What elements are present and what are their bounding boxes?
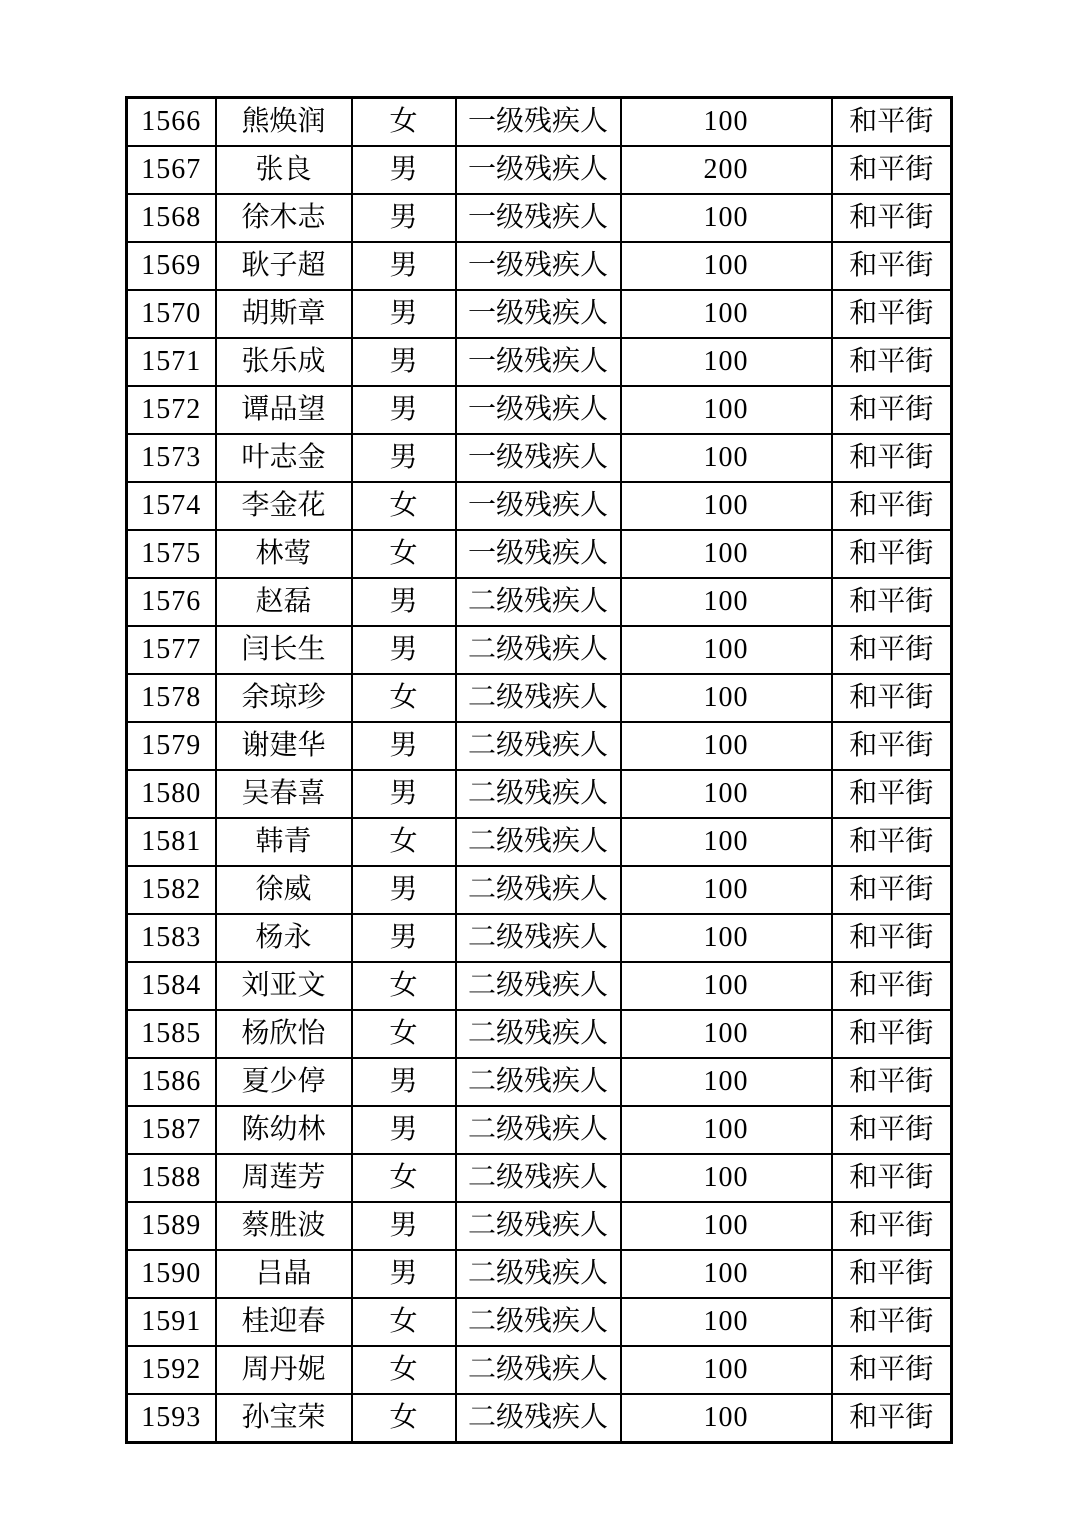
cell-number: 1589: [127, 1202, 216, 1250]
table-row: [127, 770, 952, 818]
table-row: [127, 1394, 952, 1443]
cell-gender: 女: [352, 1346, 456, 1394]
cell-category: 二级残疾人: [456, 1250, 621, 1298]
cell-name: 蔡胜波: [216, 1202, 352, 1250]
cell-gender: 男: [352, 1202, 456, 1250]
cell-amount: 100: [621, 386, 832, 434]
cell-amount: 100: [621, 626, 832, 674]
cell-category: 二级残疾人: [456, 1394, 621, 1443]
cell-category: 二级残疾人: [456, 914, 621, 962]
cell-category: 一级残疾人: [456, 386, 621, 434]
cell-amount: 100: [621, 962, 832, 1010]
cell-amount: 100: [621, 98, 832, 147]
cell-gender: 女: [352, 98, 456, 147]
cell-street: 和平街: [832, 818, 952, 866]
cell-name: 刘亚文: [216, 962, 352, 1010]
cell-street: 和平街: [832, 98, 952, 147]
cell-number: 1591: [127, 1298, 216, 1346]
table-row: [127, 674, 952, 722]
cell-name: 张良: [216, 146, 352, 194]
cell-number: 1579: [127, 722, 216, 770]
table-row: [127, 866, 952, 914]
cell-name: 余琼珍: [216, 674, 352, 722]
cell-category: 二级残疾人: [456, 722, 621, 770]
cell-number: 1583: [127, 914, 216, 962]
cell-category: 二级残疾人: [456, 1106, 621, 1154]
cell-category: 二级残疾人: [456, 1154, 621, 1202]
cell-name: 李金花: [216, 482, 352, 530]
cell-name: 闫长生: [216, 626, 352, 674]
cell-category: 二级残疾人: [456, 674, 621, 722]
table-row: [127, 98, 952, 147]
cell-number: 1567: [127, 146, 216, 194]
cell-name: 孙宝荣: [216, 1394, 352, 1443]
cell-amount: 100: [621, 194, 832, 242]
cell-name: 杨永: [216, 914, 352, 962]
cell-number: 1574: [127, 482, 216, 530]
cell-category: 一级残疾人: [456, 530, 621, 578]
cell-gender: 女: [352, 1394, 456, 1443]
cell-category: 二级残疾人: [456, 770, 621, 818]
cell-amount: 100: [621, 1346, 832, 1394]
table-row: [127, 818, 952, 866]
table-row: [127, 482, 952, 530]
cell-category: 二级残疾人: [456, 1010, 621, 1058]
cell-gender: 男: [352, 242, 456, 290]
cell-street: 和平街: [832, 386, 952, 434]
cell-gender: 男: [352, 914, 456, 962]
cell-number: 1571: [127, 338, 216, 386]
table-row: [127, 626, 952, 674]
cell-number: 1576: [127, 578, 216, 626]
cell-name: 杨欣怡: [216, 1010, 352, 1058]
cell-category: 一级残疾人: [456, 98, 621, 147]
table-row: [127, 578, 952, 626]
cell-category: 一级残疾人: [456, 482, 621, 530]
cell-street: 和平街: [832, 722, 952, 770]
cell-name: 胡斯章: [216, 290, 352, 338]
table-row: [127, 722, 952, 770]
cell-street: 和平街: [832, 914, 952, 962]
cell-amount: 100: [621, 914, 832, 962]
cell-name: 林莺: [216, 530, 352, 578]
cell-category: 一级残疾人: [456, 146, 621, 194]
cell-street: 和平街: [832, 482, 952, 530]
cell-name: 赵磊: [216, 578, 352, 626]
cell-amount: 100: [621, 770, 832, 818]
cell-category: 二级残疾人: [456, 1298, 621, 1346]
cell-amount: 100: [621, 242, 832, 290]
cell-gender: 女: [352, 962, 456, 1010]
cell-amount: 100: [621, 482, 832, 530]
cell-amount: 100: [621, 1394, 832, 1443]
cell-name: 周莲芳: [216, 1154, 352, 1202]
cell-gender: 女: [352, 1010, 456, 1058]
cell-street: 和平街: [832, 770, 952, 818]
table-row: [127, 434, 952, 482]
cell-category: 二级残疾人: [456, 578, 621, 626]
cell-amount: 100: [621, 1298, 832, 1346]
cell-street: 和平街: [832, 1058, 952, 1106]
cell-gender: 女: [352, 1298, 456, 1346]
cell-amount: 100: [621, 866, 832, 914]
cell-number: 1581: [127, 818, 216, 866]
cell-name: 夏少停: [216, 1058, 352, 1106]
table-row: [127, 1298, 952, 1346]
cell-street: 和平街: [832, 962, 952, 1010]
cell-street: 和平街: [832, 866, 952, 914]
cell-amount: 100: [621, 818, 832, 866]
cell-gender: 女: [352, 1154, 456, 1202]
cell-category: 一级残疾人: [456, 338, 621, 386]
cell-number: 1573: [127, 434, 216, 482]
table-row: [127, 1010, 952, 1058]
cell-name: 吕晶: [216, 1250, 352, 1298]
cell-number: 1578: [127, 674, 216, 722]
table-row: [127, 194, 952, 242]
cell-street: 和平街: [832, 434, 952, 482]
cell-gender: 男: [352, 194, 456, 242]
cell-number: 1568: [127, 194, 216, 242]
cell-number: 1590: [127, 1250, 216, 1298]
cell-name: 谢建华: [216, 722, 352, 770]
cell-category: 一级残疾人: [456, 290, 621, 338]
subsidy-table: [125, 96, 953, 1444]
cell-number: 1587: [127, 1106, 216, 1154]
cell-gender: 男: [352, 626, 456, 674]
cell-category: 二级残疾人: [456, 866, 621, 914]
cell-category: 二级残疾人: [456, 1202, 621, 1250]
cell-number: 1584: [127, 962, 216, 1010]
cell-number: 1577: [127, 626, 216, 674]
table-row: [127, 290, 952, 338]
table-row: [127, 1346, 952, 1394]
cell-gender: 女: [352, 674, 456, 722]
cell-amount: 100: [621, 290, 832, 338]
cell-street: 和平街: [832, 1250, 952, 1298]
cell-name: 叶志金: [216, 434, 352, 482]
cell-gender: 男: [352, 434, 456, 482]
cell-street: 和平街: [832, 674, 952, 722]
cell-number: 1566: [127, 98, 216, 147]
cell-amount: 100: [621, 674, 832, 722]
cell-street: 和平街: [832, 578, 952, 626]
cell-gender: 男: [352, 1106, 456, 1154]
cell-category: 二级残疾人: [456, 1058, 621, 1106]
cell-street: 和平街: [832, 1394, 952, 1443]
cell-amount: 100: [621, 578, 832, 626]
cell-street: 和平街: [832, 194, 952, 242]
cell-gender: 男: [352, 722, 456, 770]
cell-street: 和平街: [832, 1202, 952, 1250]
table-body: [127, 98, 952, 1443]
cell-gender: 男: [352, 866, 456, 914]
cell-name: 耿子超: [216, 242, 352, 290]
cell-name: 吴春喜: [216, 770, 352, 818]
table-row: [127, 1058, 952, 1106]
cell-gender: 男: [352, 386, 456, 434]
cell-street: 和平街: [832, 146, 952, 194]
table-row: [127, 530, 952, 578]
cell-street: 和平街: [832, 290, 952, 338]
cell-amount: 100: [621, 1010, 832, 1058]
cell-street: 和平街: [832, 242, 952, 290]
cell-gender: 男: [352, 338, 456, 386]
cell-amount: 100: [621, 1250, 832, 1298]
cell-amount: 100: [621, 434, 832, 482]
cell-name: 谭品望: [216, 386, 352, 434]
cell-amount: 100: [621, 1202, 832, 1250]
cell-number: 1575: [127, 530, 216, 578]
table-row: [127, 914, 952, 962]
table-row: [127, 1106, 952, 1154]
cell-category: 二级残疾人: [456, 1346, 621, 1394]
cell-name: 徐木志: [216, 194, 352, 242]
cell-street: 和平街: [832, 1010, 952, 1058]
cell-name: 陈幼林: [216, 1106, 352, 1154]
cell-gender: 男: [352, 770, 456, 818]
cell-gender: 男: [352, 290, 456, 338]
cell-number: 1593: [127, 1394, 216, 1443]
cell-number: 1572: [127, 386, 216, 434]
table-row: [127, 146, 952, 194]
table-row: [127, 386, 952, 434]
table-row: [127, 962, 952, 1010]
table-row: [127, 1202, 952, 1250]
table-row: [127, 242, 952, 290]
table-row: [127, 1154, 952, 1202]
cell-amount: 200: [621, 146, 832, 194]
cell-category: 二级残疾人: [456, 626, 621, 674]
cell-street: 和平街: [832, 530, 952, 578]
cell-number: 1588: [127, 1154, 216, 1202]
cell-category: 二级残疾人: [456, 962, 621, 1010]
cell-street: 和平街: [832, 1154, 952, 1202]
cell-amount: 100: [621, 530, 832, 578]
cell-name: 桂迎春: [216, 1298, 352, 1346]
cell-number: 1570: [127, 290, 216, 338]
cell-gender: 女: [352, 482, 456, 530]
table-row: [127, 1250, 952, 1298]
cell-gender: 男: [352, 1058, 456, 1106]
cell-number: 1592: [127, 1346, 216, 1394]
cell-gender: 女: [352, 530, 456, 578]
cell-number: 1582: [127, 866, 216, 914]
cell-category: 一级残疾人: [456, 434, 621, 482]
cell-street: 和平街: [832, 626, 952, 674]
cell-category: 二级残疾人: [456, 818, 621, 866]
table-row: [127, 338, 952, 386]
cell-gender: 女: [352, 818, 456, 866]
cell-amount: 100: [621, 1106, 832, 1154]
cell-amount: 100: [621, 1058, 832, 1106]
cell-street: 和平街: [832, 338, 952, 386]
cell-gender: 男: [352, 578, 456, 626]
cell-number: 1586: [127, 1058, 216, 1106]
cell-category: 一级残疾人: [456, 242, 621, 290]
cell-name: 韩青: [216, 818, 352, 866]
cell-number: 1580: [127, 770, 216, 818]
cell-street: 和平街: [832, 1346, 952, 1394]
cell-street: 和平街: [832, 1106, 952, 1154]
cell-name: 周丹妮: [216, 1346, 352, 1394]
cell-name: 张乐成: [216, 338, 352, 386]
cell-amount: 100: [621, 338, 832, 386]
cell-street: 和平街: [832, 1298, 952, 1346]
cell-amount: 100: [621, 722, 832, 770]
cell-gender: 男: [352, 1250, 456, 1298]
cell-number: 1569: [127, 242, 216, 290]
cell-amount: 100: [621, 1154, 832, 1202]
cell-name: 熊焕润: [216, 98, 352, 147]
cell-gender: 男: [352, 146, 456, 194]
cell-name: 徐威: [216, 866, 352, 914]
cell-number: 1585: [127, 1010, 216, 1058]
cell-category: 一级残疾人: [456, 194, 621, 242]
